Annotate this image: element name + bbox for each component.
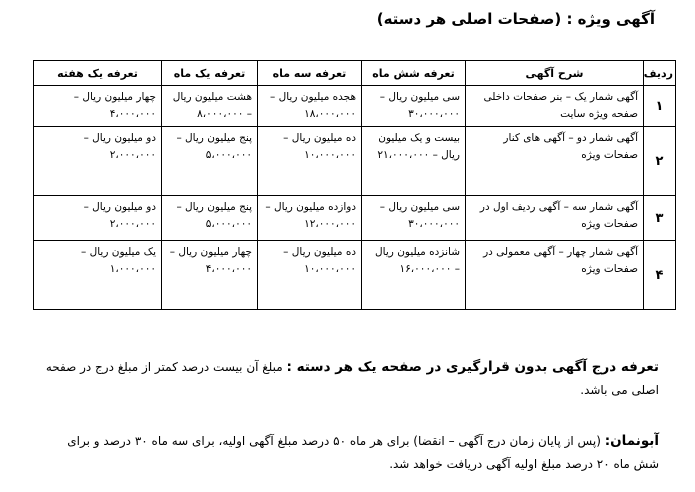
note-without-position: [40, 356, 659, 402]
price-three-month: ده میلیون ریال – ۱۰،۰۰۰،۰۰۰: [258, 127, 362, 196]
table-row: [34, 86, 676, 127]
price-one-month: هشت میلیون ریال – ۸،۰۰۰،۰۰۰: [162, 86, 258, 127]
note-without-position-text: مبلغ آن بیست درصد کمتر از مبلغ درج در صفحه اصلی می باشد.: [45, 360, 659, 397]
price-one-week: یک میلیون ریال – ۱،۰۰۰،۰۰۰: [34, 241, 162, 310]
price-six-month: سی میلیون ریال – ۳۰،۰۰۰،۰۰۰: [362, 86, 466, 127]
price-one-week: چهار میلیون ریال – ۴،۰۰۰،۰۰۰: [34, 86, 162, 127]
note-subscription-heading: آبونمان:: [604, 433, 659, 449]
table-row: [34, 127, 676, 196]
price-one-month: چهار میلیون ریال – ۴،۰۰۰،۰۰۰: [162, 241, 258, 310]
table-row: [34, 196, 676, 241]
price-one-month: پنج میلیون ریال – ۵،۰۰۰،۰۰۰: [162, 127, 258, 196]
header-one-week: تعرفه یک هفته: [34, 61, 162, 86]
ad-description: آگهی شمار یک – بنر صفحات داخلی صفحه ویژه سایت: [466, 86, 644, 127]
price-one-month: پنج میلیون ریال – ۵،۰۰۰،۰۰۰: [162, 196, 258, 241]
price-three-month: هجده میلیون ریال – ۱۸،۰۰۰،۰۰۰: [258, 86, 362, 127]
note-subscription-text: (پس از پایان زمان درج آگهی – انقضا) برای هر ماه ۵۰ درصد مبلغ آگهی اولیه، برای سه ماه ۳۰ درصد و برای شش ماه ۲۰ درصد مبلغ اولیه آگهی دریافت خواهد شد.: [67, 434, 659, 471]
price-six-month: شانزده میلیون ریال – ۱۶،۰۰۰،۰۰۰: [362, 241, 466, 310]
row-number: ۲: [644, 127, 676, 196]
price-six-month: سی میلیون ریال – ۳۰،۰۰۰،۰۰۰: [362, 196, 466, 241]
header-three-month: تعرفه سه ماه: [258, 61, 362, 86]
header-one-month: تعرفه یک ماه: [162, 61, 258, 86]
note-without-position-heading: تعرفه درج آگهی بدون قرارگیری در صفحه یک هر دسته :: [286, 359, 659, 375]
ad-description: آگهی شمار دو – آگهی های کنار صفحات ویژه: [466, 127, 644, 196]
note-subscription: [40, 430, 659, 476]
ad-description: آگهی شمار سه – آگهی ردیف اول در صفحات ویژه: [466, 196, 644, 241]
header-six-month: تعرفه شش ماه: [362, 61, 466, 86]
price-three-month: ده میلیون ریال – ۱۰،۰۰۰،۰۰۰: [258, 241, 362, 310]
row-number: ۴: [644, 241, 676, 310]
price-six-month: بیست و یک میلیون ریال – ۲۱،۰۰۰،۰۰۰: [362, 127, 466, 196]
table-row: [34, 241, 676, 310]
row-number: ۳: [644, 196, 676, 241]
price-one-week: دو میلیون ریال – ۲،۰۰۰،۰۰۰: [34, 196, 162, 241]
table-header-row: [34, 61, 676, 86]
header-row-number: ردیف: [644, 61, 676, 86]
price-three-month: دوازده میلیون ریال – ۱۲،۰۰۰،۰۰۰: [258, 196, 362, 241]
price-one-week: دو میلیون ریال – ۲،۰۰۰،۰۰۰: [34, 127, 162, 196]
row-number: ۱: [644, 86, 676, 127]
tariff-table: [33, 60, 676, 310]
page-title: آگهی ویژه : (صفحات اصلی هر دسته): [376, 10, 655, 28]
header-description: شرح آگهی: [466, 61, 644, 86]
ad-description: آگهی شمار چهار – آگهی معمولی در صفحات ویژه: [466, 241, 644, 310]
